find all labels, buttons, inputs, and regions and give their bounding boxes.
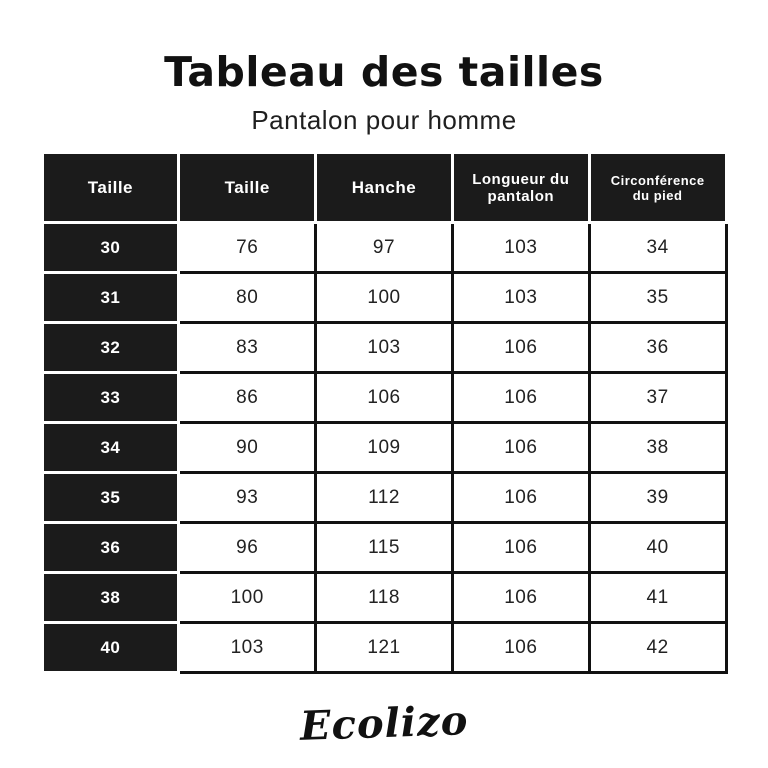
measurement-cell: 106 (452, 523, 589, 573)
size-chart-table (41, 151, 728, 674)
measurement-cell: 121 (316, 623, 453, 673)
measurement-cell: 106 (452, 423, 589, 473)
page-footer (0, 697, 768, 750)
measurement-cell: 103 (452, 223, 589, 273)
measurement-cell: 103 (316, 323, 453, 373)
row-size-label: 40 (42, 623, 179, 673)
column-header-hip: Hanche (316, 153, 453, 223)
measurement-cell: 106 (452, 573, 589, 623)
measurement-cell: 39 (589, 473, 726, 523)
table-row (42, 273, 726, 323)
measurement-cell: 96 (179, 523, 316, 573)
measurement-cell: 103 (452, 273, 589, 323)
row-size-label: 30 (42, 223, 179, 273)
table-header-row (42, 153, 726, 223)
page-header (0, 0, 768, 136)
measurement-cell: 103 (179, 623, 316, 673)
brand-logo: Ecolizo (299, 697, 469, 750)
measurement-cell: 100 (316, 273, 453, 323)
column-header-foot-circumference: Circonférence du pied (589, 153, 726, 223)
measurement-cell: 106 (452, 323, 589, 373)
table-row (42, 623, 726, 673)
table-row (42, 473, 726, 523)
measurement-cell: 41 (589, 573, 726, 623)
row-size-label: 32 (42, 323, 179, 373)
measurement-cell: 118 (316, 573, 453, 623)
table-row (42, 423, 726, 473)
table-row (42, 323, 726, 373)
measurement-cell: 34 (589, 223, 726, 273)
column-header-waist: Taille (179, 153, 316, 223)
measurement-cell: 100 (179, 573, 316, 623)
row-size-label: 36 (42, 523, 179, 573)
row-size-label: 35 (42, 473, 179, 523)
measurement-cell: 40 (589, 523, 726, 573)
measurement-cell: 37 (589, 373, 726, 423)
page-title: Tableau des tailles (164, 48, 604, 96)
row-size-label: 34 (42, 423, 179, 473)
table-row (42, 373, 726, 423)
measurement-cell: 106 (316, 373, 453, 423)
measurement-cell: 109 (316, 423, 453, 473)
measurement-cell: 35 (589, 273, 726, 323)
row-size-label: 31 (42, 273, 179, 323)
measurement-cell: 112 (316, 473, 453, 523)
measurement-cell: 38 (589, 423, 726, 473)
measurement-cell: 90 (179, 423, 316, 473)
measurement-cell: 42 (589, 623, 726, 673)
table-row (42, 523, 726, 573)
column-header-pant-length: Longueur du pantalon (452, 153, 589, 223)
measurement-cell: 36 (589, 323, 726, 373)
measurement-cell: 86 (179, 373, 316, 423)
measurement-cell: 76 (179, 223, 316, 273)
measurement-cell: 80 (179, 273, 316, 323)
measurement-cell: 97 (316, 223, 453, 273)
table-row (42, 573, 726, 623)
row-size-label: 33 (42, 373, 179, 423)
page-subtitle: Pantalon pour homme (251, 105, 517, 135)
measurement-cell: 93 (179, 473, 316, 523)
measurement-cell: 106 (452, 623, 589, 673)
row-size-label: 38 (42, 573, 179, 623)
measurement-cell: 83 (179, 323, 316, 373)
column-header-size: Taille (42, 153, 179, 223)
measurement-cell: 115 (316, 523, 453, 573)
measurement-cell: 106 (452, 373, 589, 423)
table-row (42, 223, 726, 273)
measurement-cell: 106 (452, 473, 589, 523)
